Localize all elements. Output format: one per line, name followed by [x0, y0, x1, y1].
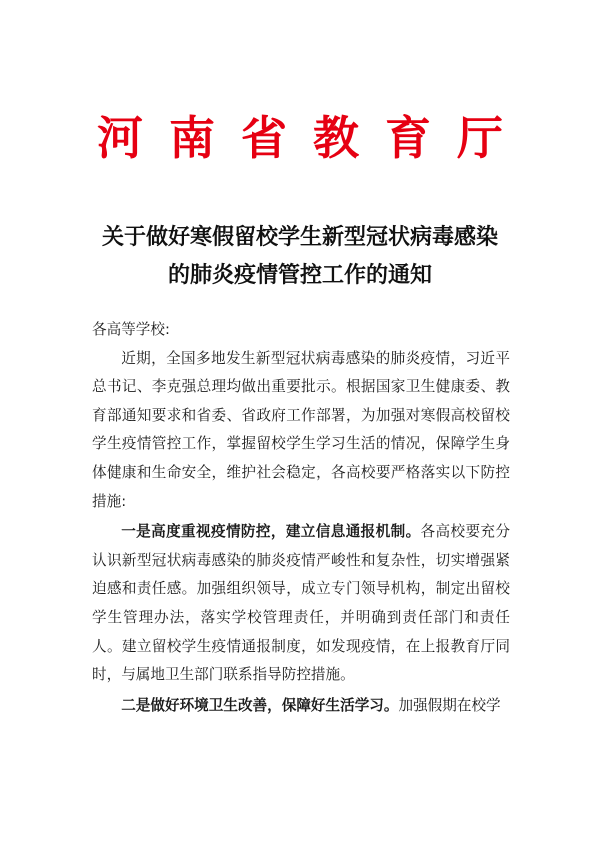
paragraph-lead: 一是高度重视疫情防控，建立信息通报机制。 [121, 523, 421, 541]
paragraph-text: 近期，全国多地发生新型冠状病毒感染的肺炎疫情，习近平总书记、李克强总理均做出重要批示。根据国家卫生健康委、教育部通知要求和省委、省政府工作部署，为加强对寒假高校留校学生疫情管控工作，掌握留校学生学习生活的情况，保障学生身体健康和生命安全，维护社会稳定，各高校要严格落实以下防控措施: [92, 349, 510, 510]
paragraph-measure-2 [92, 692, 510, 721]
paragraph-text: 各高校要充分认识新型冠状病毒感染的肺炎疫情严峻性和复杂性，切实增强紧迫感和责任感。加强组织领导，成立专门领导机构，制定出留校学生管理办法，落实学校管理责任，并明确到责任部门和责任人。建立留校学生疫情通报制度，如发现疫情，在上报教育厅同时，与属地卫生部门联系指导防控措施。 [92, 523, 510, 684]
document-title-line-2: 的肺炎疫情管控工作的通知 [167, 262, 432, 288]
document-body [92, 316, 510, 720]
paragraph-measure-1 [92, 518, 510, 690]
org-header: 河南省教育厅 [97, 111, 529, 165]
paragraph-lead: 二是做好环境卫生改善，保障好生活学习。 [121, 696, 399, 714]
document-title [0, 218, 600, 294]
paragraph-intro [92, 345, 510, 517]
document-title-line-1: 关于做好寒假留校学生新型冠状病毒感染 [101, 224, 498, 250]
salutation: 各高等学校: [92, 321, 170, 338]
paragraph-text: 加强假期在校学 [398, 696, 501, 714]
